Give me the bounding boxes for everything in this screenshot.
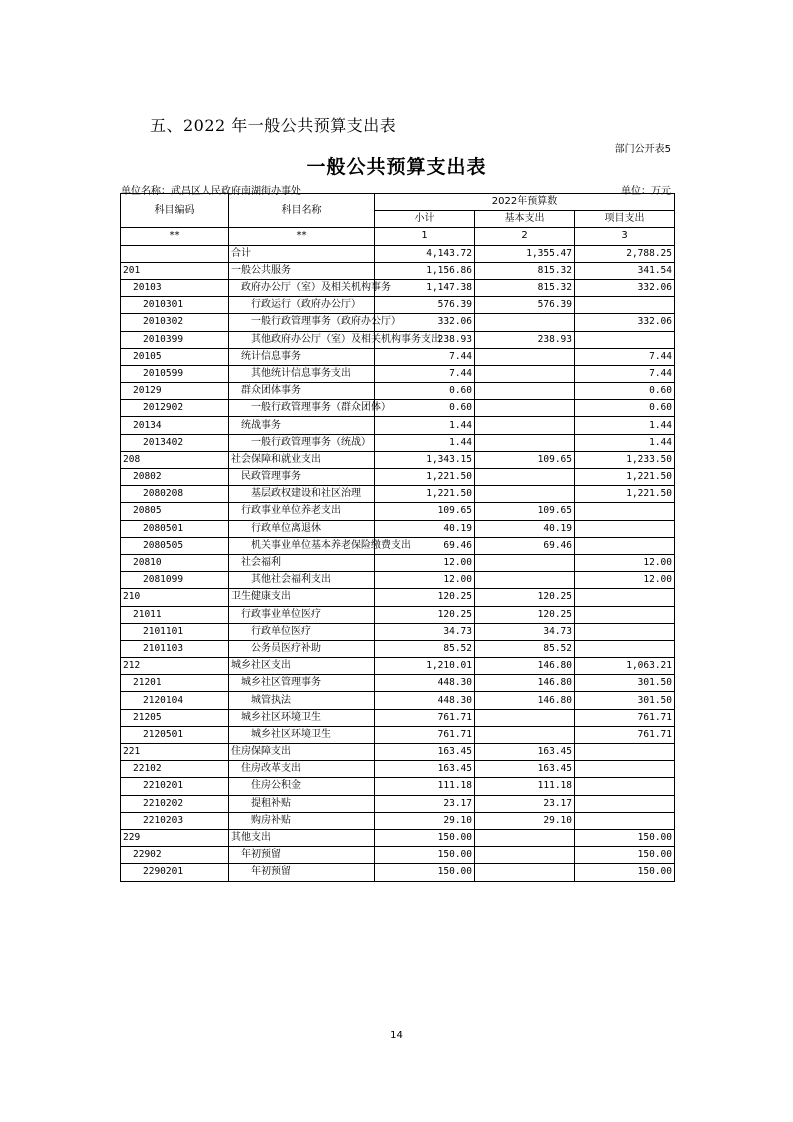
row-subtotal: 34.73 bbox=[375, 623, 475, 640]
row-subtotal: 1.44 bbox=[375, 434, 475, 451]
row-project: 150.00 bbox=[575, 864, 675, 881]
row-name: 社会保障和就业支出 bbox=[229, 451, 375, 468]
row-code: 221 bbox=[121, 744, 229, 761]
row-name: 一般行政管理事务（群众团体） bbox=[229, 400, 375, 417]
row-name: 购房补贴 bbox=[229, 812, 375, 829]
row-subtotal: 1,156.86 bbox=[375, 262, 475, 279]
table-row bbox=[121, 778, 675, 795]
row-subtotal: 23.17 bbox=[375, 795, 475, 812]
row-subtotal: 0.60 bbox=[375, 400, 475, 417]
row-basic: 109.65 bbox=[475, 503, 575, 520]
index-2: 2 bbox=[475, 228, 575, 245]
budget-table bbox=[120, 193, 675, 882]
row-code: 210 bbox=[121, 589, 229, 606]
row-code: 2080505 bbox=[121, 537, 229, 554]
row-project: 1,063.21 bbox=[575, 658, 675, 675]
row-code: 2290201 bbox=[121, 864, 229, 881]
row-code: 22902 bbox=[121, 847, 229, 864]
row-project: 301.50 bbox=[575, 675, 675, 692]
row-subtotal: 7.44 bbox=[375, 348, 475, 365]
table-row bbox=[121, 434, 675, 451]
row-name: 其他支出 bbox=[229, 829, 375, 846]
row-code: 22102 bbox=[121, 761, 229, 778]
header-row-1 bbox=[121, 194, 675, 211]
row-basic: 120.25 bbox=[475, 589, 575, 606]
row-name: 提租补贴 bbox=[229, 795, 375, 812]
row-subtotal: 576.39 bbox=[375, 297, 475, 314]
row-project: 7.44 bbox=[575, 365, 675, 382]
row-name: 城乡社区管理事务 bbox=[229, 675, 375, 692]
row-code: 2013402 bbox=[121, 434, 229, 451]
row-basic: 120.25 bbox=[475, 606, 575, 623]
row-code: 21011 bbox=[121, 606, 229, 623]
table-row bbox=[121, 829, 675, 846]
table-row bbox=[121, 365, 675, 382]
row-project: 150.00 bbox=[575, 847, 675, 864]
table-row bbox=[121, 503, 675, 520]
row-name: 住房公积金 bbox=[229, 778, 375, 795]
row-code: 212 bbox=[121, 658, 229, 675]
row-subtotal: 69.46 bbox=[375, 537, 475, 554]
row-project bbox=[575, 744, 675, 761]
row-name: 行政事业单位医疗 bbox=[229, 606, 375, 623]
row-name: 年初预留 bbox=[229, 847, 375, 864]
row-name: 城乡社区环境卫生 bbox=[229, 726, 375, 743]
row-basic bbox=[475, 400, 575, 417]
row-code: 20134 bbox=[121, 417, 229, 434]
table-row bbox=[121, 348, 675, 365]
row-subtotal: 1,221.50 bbox=[375, 486, 475, 503]
row-name: 行政事业单位养老支出 bbox=[229, 503, 375, 520]
row-code: 20105 bbox=[121, 348, 229, 365]
row-code: 2081099 bbox=[121, 572, 229, 589]
row-basic bbox=[475, 417, 575, 434]
row-project bbox=[575, 606, 675, 623]
currency-unit: 单位：万元 bbox=[621, 186, 671, 197]
row-code: 20802 bbox=[121, 469, 229, 486]
row-subtotal: 109.65 bbox=[375, 503, 475, 520]
row-name: 社会福利 bbox=[229, 554, 375, 571]
row-name: 住房改革支出 bbox=[229, 761, 375, 778]
index-1: 1 bbox=[375, 228, 475, 245]
table-row bbox=[121, 520, 675, 537]
row-name: 统战事务 bbox=[229, 417, 375, 434]
row-project: 761.71 bbox=[575, 709, 675, 726]
row-name: 群众团体事务 bbox=[229, 383, 375, 400]
row-name: 行政单位医疗 bbox=[229, 623, 375, 640]
row-name: 统计信息事务 bbox=[229, 348, 375, 365]
table-row bbox=[121, 726, 675, 743]
row-basic: 1,355.47 bbox=[475, 245, 575, 262]
row-name: 机关事业单位基本养老保险缴费支出 bbox=[229, 537, 375, 554]
budget-table-body bbox=[121, 194, 675, 882]
row-project: 12.00 bbox=[575, 554, 675, 571]
row-code: 2210203 bbox=[121, 812, 229, 829]
row-project: 0.60 bbox=[575, 383, 675, 400]
table-row bbox=[121, 692, 675, 709]
row-basic bbox=[475, 486, 575, 503]
row-code: 20805 bbox=[121, 503, 229, 520]
row-subtotal: 120.25 bbox=[375, 606, 475, 623]
row-basic: 69.46 bbox=[475, 537, 575, 554]
row-basic bbox=[475, 348, 575, 365]
row-subtotal: 29.10 bbox=[375, 812, 475, 829]
row-subtotal: 12.00 bbox=[375, 572, 475, 589]
table-row bbox=[121, 314, 675, 331]
row-basic: 163.45 bbox=[475, 761, 575, 778]
row-project: 7.44 bbox=[575, 348, 675, 365]
row-subtotal: 448.30 bbox=[375, 675, 475, 692]
row-subtotal: 1,210.01 bbox=[375, 658, 475, 675]
row-name: 合计 bbox=[229, 245, 375, 262]
row-code: 208 bbox=[121, 451, 229, 468]
row-basic bbox=[475, 434, 575, 451]
row-project bbox=[575, 778, 675, 795]
row-subtotal: 150.00 bbox=[375, 864, 475, 881]
table-row bbox=[121, 640, 675, 657]
table-title: 一般公共预算支出表 bbox=[306, 156, 487, 178]
row-code: 2120501 bbox=[121, 726, 229, 743]
row-basic: 34.73 bbox=[475, 623, 575, 640]
table-row bbox=[121, 812, 675, 829]
table-number: 部门公开表5 bbox=[614, 144, 671, 155]
row-code: 2210201 bbox=[121, 778, 229, 795]
row-name: 城乡社区支出 bbox=[229, 658, 375, 675]
table-row bbox=[121, 469, 675, 486]
row-project: 1,233.50 bbox=[575, 451, 675, 468]
row-basic: 23.17 bbox=[475, 795, 575, 812]
row-project bbox=[575, 812, 675, 829]
row-subtotal: 1,221.50 bbox=[375, 469, 475, 486]
row-code: 21205 bbox=[121, 709, 229, 726]
row-subtotal: 163.45 bbox=[375, 761, 475, 778]
row-project bbox=[575, 761, 675, 778]
row-subtotal: 238.93 bbox=[375, 331, 475, 348]
row-project: 0.60 bbox=[575, 400, 675, 417]
table-row bbox=[121, 864, 675, 881]
header-index-row bbox=[121, 228, 675, 245]
row-basic bbox=[475, 383, 575, 400]
row-subtotal: 332.06 bbox=[375, 314, 475, 331]
table-row bbox=[121, 658, 675, 675]
row-basic: 146.80 bbox=[475, 658, 575, 675]
row-code: 20129 bbox=[121, 383, 229, 400]
row-basic bbox=[475, 847, 575, 864]
row-project bbox=[575, 503, 675, 520]
row-project bbox=[575, 640, 675, 657]
row-basic bbox=[475, 469, 575, 486]
row-subtotal: 40.19 bbox=[375, 520, 475, 537]
row-basic: 85.52 bbox=[475, 640, 575, 657]
row-subtotal: 761.71 bbox=[375, 726, 475, 743]
row-basic bbox=[475, 829, 575, 846]
row-project bbox=[575, 623, 675, 640]
row-code: 20103 bbox=[121, 279, 229, 296]
row-code: 2080208 bbox=[121, 486, 229, 503]
row-basic: 109.65 bbox=[475, 451, 575, 468]
section-title: 五、2022 年一般公共预算支出表 bbox=[150, 116, 397, 135]
row-code: 2012902 bbox=[121, 400, 229, 417]
row-project: 332.06 bbox=[575, 279, 675, 296]
table-row bbox=[121, 795, 675, 812]
header-code: 科目编码 bbox=[121, 194, 229, 228]
table-row bbox=[121, 331, 675, 348]
row-name: 一般公共服务 bbox=[229, 262, 375, 279]
row-basic bbox=[475, 572, 575, 589]
table-row bbox=[121, 623, 675, 640]
row-subtotal: 7.44 bbox=[375, 365, 475, 382]
row-basic bbox=[475, 314, 575, 331]
row-project bbox=[575, 589, 675, 606]
row-name: 城乡社区环境卫生 bbox=[229, 709, 375, 726]
row-project: 341.54 bbox=[575, 262, 675, 279]
table-row bbox=[121, 675, 675, 692]
row-subtotal: 448.30 bbox=[375, 692, 475, 709]
row-subtotal: 150.00 bbox=[375, 829, 475, 846]
row-basic: 163.45 bbox=[475, 744, 575, 761]
row-name: 年初预留 bbox=[229, 864, 375, 881]
row-subtotal: 1.44 bbox=[375, 417, 475, 434]
row-basic: 815.32 bbox=[475, 279, 575, 296]
row-subtotal: 761.71 bbox=[375, 709, 475, 726]
table-row bbox=[121, 554, 675, 571]
row-project: 1,221.50 bbox=[575, 486, 675, 503]
row-basic bbox=[475, 554, 575, 571]
row-project: 1.44 bbox=[575, 434, 675, 451]
table-row bbox=[121, 279, 675, 296]
row-code: 2210202 bbox=[121, 795, 229, 812]
row-name: 一般行政管理事务（统战） bbox=[229, 434, 375, 451]
row-code: 2101103 bbox=[121, 640, 229, 657]
table-row bbox=[121, 400, 675, 417]
table-row bbox=[121, 537, 675, 554]
table-row bbox=[121, 589, 675, 606]
row-basic: 238.93 bbox=[475, 331, 575, 348]
table-row bbox=[121, 262, 675, 279]
row-project bbox=[575, 331, 675, 348]
row-name: 城管执法 bbox=[229, 692, 375, 709]
index-code: ** bbox=[121, 228, 229, 245]
row-code: 229 bbox=[121, 829, 229, 846]
row-project: 1,221.50 bbox=[575, 469, 675, 486]
table-row bbox=[121, 761, 675, 778]
table-row bbox=[121, 744, 675, 761]
row-name: 其他政府办公厅（室）及相关机构事务支出 bbox=[229, 331, 375, 348]
row-project: 301.50 bbox=[575, 692, 675, 709]
row-code bbox=[121, 245, 229, 262]
header-subtotal: 小计 bbox=[375, 211, 475, 228]
row-code: 2120104 bbox=[121, 692, 229, 709]
row-name: 行政单位离退休 bbox=[229, 520, 375, 537]
row-project bbox=[575, 297, 675, 314]
page-number: 14 bbox=[390, 1030, 403, 1041]
row-code: 2010302 bbox=[121, 314, 229, 331]
row-basic bbox=[475, 365, 575, 382]
row-project: 1.44 bbox=[575, 417, 675, 434]
table-row bbox=[121, 709, 675, 726]
row-basic: 815.32 bbox=[475, 262, 575, 279]
row-basic bbox=[475, 726, 575, 743]
header-budget: 2022年预算数 bbox=[375, 194, 675, 211]
row-code: 21201 bbox=[121, 675, 229, 692]
table-row bbox=[121, 383, 675, 400]
row-name: 住房保障支出 bbox=[229, 744, 375, 761]
row-name: 卫生健康支出 bbox=[229, 589, 375, 606]
row-project: 761.71 bbox=[575, 726, 675, 743]
row-name: 行政运行（政府办公厅） bbox=[229, 297, 375, 314]
table-row bbox=[121, 486, 675, 503]
table-row bbox=[121, 245, 675, 262]
row-project: 150.00 bbox=[575, 829, 675, 846]
table-row bbox=[121, 606, 675, 623]
row-project bbox=[575, 795, 675, 812]
row-project: 2,788.25 bbox=[575, 245, 675, 262]
row-code: 2101101 bbox=[121, 623, 229, 640]
row-project: 332.06 bbox=[575, 314, 675, 331]
row-name: 一般行政管理事务（政府办公厅） bbox=[229, 314, 375, 331]
row-basic: 146.80 bbox=[475, 692, 575, 709]
row-basic: 146.80 bbox=[475, 675, 575, 692]
row-code: 2080501 bbox=[121, 520, 229, 537]
row-code: 20810 bbox=[121, 554, 229, 571]
index-name: ** bbox=[229, 228, 375, 245]
row-subtotal: 4,143.72 bbox=[375, 245, 475, 262]
table-row bbox=[121, 572, 675, 589]
row-subtotal: 1,343.15 bbox=[375, 451, 475, 468]
row-name: 其他社会福利支出 bbox=[229, 572, 375, 589]
row-project bbox=[575, 537, 675, 554]
row-subtotal: 85.52 bbox=[375, 640, 475, 657]
row-subtotal: 1,147.38 bbox=[375, 279, 475, 296]
row-project bbox=[575, 520, 675, 537]
table-row bbox=[121, 847, 675, 864]
index-3: 3 bbox=[575, 228, 675, 245]
table-row bbox=[121, 417, 675, 434]
row-code: 201 bbox=[121, 262, 229, 279]
table-row bbox=[121, 451, 675, 468]
row-name: 民政管理事务 bbox=[229, 469, 375, 486]
row-code: 2010399 bbox=[121, 331, 229, 348]
row-basic: 576.39 bbox=[475, 297, 575, 314]
header-basic: 基本支出 bbox=[475, 211, 575, 228]
header-project: 项目支出 bbox=[575, 211, 675, 228]
row-code: 2010599 bbox=[121, 365, 229, 382]
unit-name: 单位名称：武昌区人民政府南湖街办事处 bbox=[121, 186, 301, 197]
row-subtotal: 163.45 bbox=[375, 744, 475, 761]
table-row bbox=[121, 297, 675, 314]
row-subtotal: 12.00 bbox=[375, 554, 475, 571]
row-basic: 111.18 bbox=[475, 778, 575, 795]
row-code: 2010301 bbox=[121, 297, 229, 314]
row-subtotal: 0.60 bbox=[375, 383, 475, 400]
header-name: 科目名称 bbox=[229, 194, 375, 228]
row-subtotal: 120.25 bbox=[375, 589, 475, 606]
row-basic: 40.19 bbox=[475, 520, 575, 537]
row-name: 其他统计信息事务支出 bbox=[229, 365, 375, 382]
row-basic bbox=[475, 864, 575, 881]
row-subtotal: 150.00 bbox=[375, 847, 475, 864]
row-subtotal: 111.18 bbox=[375, 778, 475, 795]
row-basic: 29.10 bbox=[475, 812, 575, 829]
row-project: 12.00 bbox=[575, 572, 675, 589]
row-name: 政府办公厅（室）及相关机构事务 bbox=[229, 279, 375, 296]
row-basic bbox=[475, 709, 575, 726]
row-name: 基层政权建设和社区治理 bbox=[229, 486, 375, 503]
row-name: 公务员医疗补助 bbox=[229, 640, 375, 657]
